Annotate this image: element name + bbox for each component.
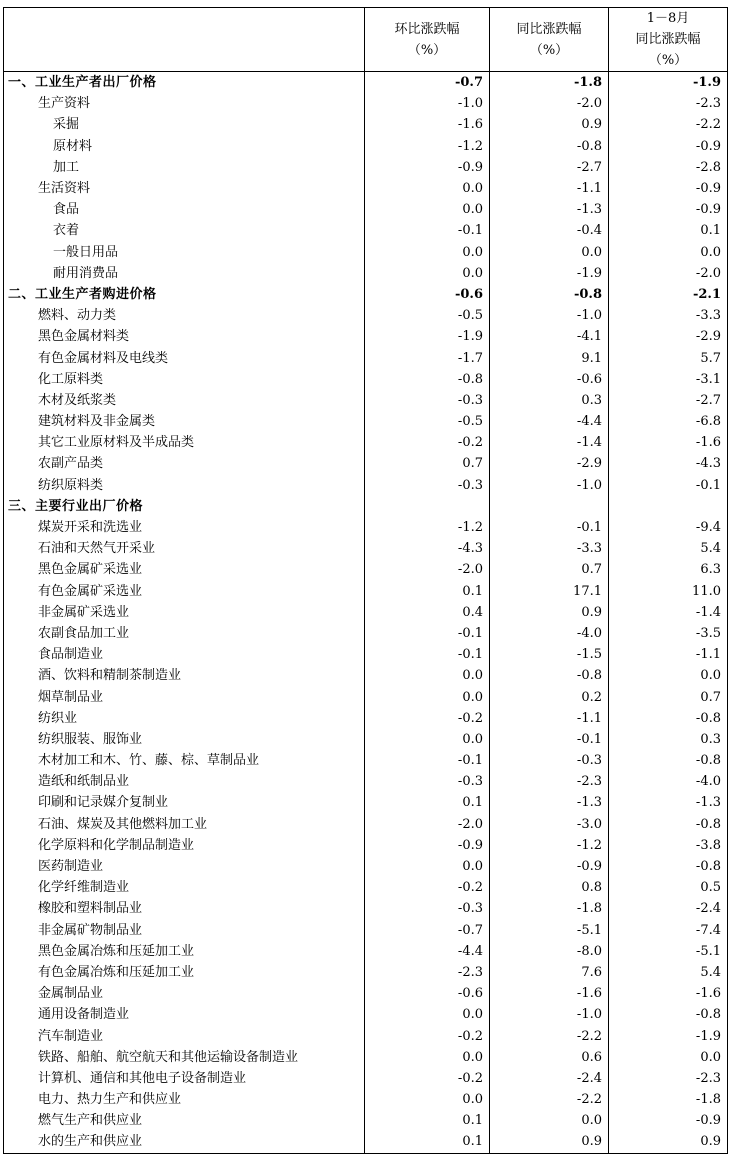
row-mom-value: -1.7 — [365, 347, 490, 368]
row-name: 农副食品加工业 — [4, 623, 365, 644]
row-name: 化学纤维制造业 — [4, 877, 365, 898]
table-row — [4, 114, 728, 135]
table-row — [4, 686, 728, 707]
row-yoy-value: -4.4 — [490, 411, 609, 432]
table-row — [4, 453, 728, 474]
row-yoy-value: -1.4 — [490, 432, 609, 453]
table-header — [4, 8, 728, 72]
section-row — [4, 72, 728, 94]
table-row — [4, 898, 728, 919]
row-ytd-value: -1.6 — [609, 983, 728, 1004]
row-name: 医药制造业 — [4, 856, 365, 877]
row-ytd-value — [609, 496, 728, 517]
header-category — [4, 8, 365, 72]
row-name: 有色金属冶炼和压延加工业 — [4, 962, 365, 983]
row-yoy-value: 0.3 — [490, 390, 609, 411]
row-ytd-value: -1.8 — [609, 1089, 728, 1110]
row-yoy-value: -0.8 — [490, 665, 609, 686]
row-yoy-value: -0.6 — [490, 369, 609, 390]
row-name: 食品制造业 — [4, 644, 365, 665]
table-row — [4, 708, 728, 729]
row-ytd-value: 0.5 — [609, 877, 728, 898]
ppi-table — [3, 7, 728, 1154]
row-yoy-value: -0.8 — [490, 136, 609, 157]
table-row — [4, 1004, 728, 1025]
table-row — [4, 517, 728, 538]
row-name: 化工原料类 — [4, 369, 365, 390]
row-yoy-value: 0.2 — [490, 686, 609, 707]
row-ytd-value: -4.0 — [609, 771, 728, 792]
row-yoy-value: 0.8 — [490, 877, 609, 898]
table-row — [4, 835, 728, 856]
row-yoy-value: -2.2 — [490, 1025, 609, 1046]
table-row — [4, 941, 728, 962]
row-yoy-value: -1.1 — [490, 178, 609, 199]
table-row — [4, 242, 728, 263]
row-ytd-value: -0.1 — [609, 475, 728, 496]
row-mom-value: 0.1 — [365, 792, 490, 813]
row-name: 石油和天然气开采业 — [4, 538, 365, 559]
row-yoy-value — [490, 496, 609, 517]
row-mom-value: -0.3 — [365, 898, 490, 919]
table-row — [4, 962, 728, 983]
row-mom-value: 0.0 — [365, 242, 490, 263]
row-yoy-value: 0.7 — [490, 559, 609, 580]
row-ytd-value: -0.8 — [609, 814, 728, 835]
row-ytd-value: 0.7 — [609, 686, 728, 707]
row-yoy-value: -1.0 — [490, 305, 609, 326]
row-ytd-value: 5.7 — [609, 347, 728, 368]
table-row — [4, 411, 728, 432]
table-row — [4, 602, 728, 623]
header-ytd-line1: 1－8月 — [646, 11, 690, 26]
row-yoy-value: -0.1 — [490, 517, 609, 538]
row-name: 二、工业生产者购进价格 — [4, 284, 365, 305]
table-row — [4, 792, 728, 813]
table-row — [4, 326, 728, 347]
section-row — [4, 496, 728, 517]
row-name: 有色金属矿采选业 — [4, 581, 365, 602]
row-ytd-value: -1.9 — [609, 72, 728, 94]
table-row — [4, 305, 728, 326]
row-yoy-value: -1.6 — [490, 983, 609, 1004]
row-name: 纺织业 — [4, 708, 365, 729]
row-ytd-value: -3.8 — [609, 835, 728, 856]
row-name: 一般日用品 — [4, 242, 365, 263]
row-yoy-value: 0.6 — [490, 1047, 609, 1068]
header-ytd — [609, 8, 728, 72]
row-mom-value: -0.7 — [365, 920, 490, 941]
row-name: 原材料 — [4, 136, 365, 157]
header-mom-line2: （%） — [407, 42, 447, 58]
row-name: 印刷和记录媒介复制业 — [4, 792, 365, 813]
row-ytd-value: 5.4 — [609, 538, 728, 559]
row-mom-value: -0.2 — [365, 1025, 490, 1046]
row-mom-value: 0.1 — [365, 581, 490, 602]
row-ytd-value: -2.3 — [609, 1068, 728, 1089]
row-name: 纺织原料类 — [4, 475, 365, 496]
row-ytd-value: -6.8 — [609, 411, 728, 432]
row-mom-value: -0.9 — [365, 835, 490, 856]
row-ytd-value: -3.3 — [609, 305, 728, 326]
row-ytd-value: -2.1 — [609, 284, 728, 305]
table-row — [4, 1047, 728, 1068]
table-row — [4, 347, 728, 368]
row-ytd-value: -1.1 — [609, 644, 728, 665]
row-mom-value: -1.0 — [365, 93, 490, 114]
row-name: 造纸和纸制品业 — [4, 771, 365, 792]
header-mom-line1: 环比涨跌幅 — [394, 21, 460, 37]
row-mom-value: 0.0 — [365, 729, 490, 750]
row-mom-value: -0.8 — [365, 369, 490, 390]
row-ytd-value: 0.0 — [609, 665, 728, 686]
row-ytd-value: 11.0 — [609, 581, 728, 602]
row-name: 加工 — [4, 157, 365, 178]
table-row — [4, 199, 728, 220]
row-ytd-value: 5.4 — [609, 962, 728, 983]
row-yoy-value: -0.3 — [490, 750, 609, 771]
row-mom-value: -0.1 — [365, 623, 490, 644]
row-mom-value: -0.1 — [365, 644, 490, 665]
row-name: 酒、饮料和精制茶制造业 — [4, 665, 365, 686]
row-name: 非金属矿物制品业 — [4, 920, 365, 941]
header-yoy-line1: 同比涨跌幅 — [516, 21, 582, 37]
row-name: 黑色金属材料类 — [4, 326, 365, 347]
table-row — [4, 1131, 728, 1153]
row-ytd-value: -4.3 — [609, 453, 728, 474]
row-yoy-value: 17.1 — [490, 581, 609, 602]
section-row — [4, 284, 728, 305]
row-mom-value: -2.0 — [365, 559, 490, 580]
row-name: 燃料、动力类 — [4, 305, 365, 326]
row-mom-value: -0.3 — [365, 475, 490, 496]
row-yoy-value: -0.1 — [490, 729, 609, 750]
row-yoy-value: -8.0 — [490, 941, 609, 962]
row-name: 纺织服装、服饰业 — [4, 729, 365, 750]
row-ytd-value: -0.9 — [609, 178, 728, 199]
row-name: 铁路、船舶、航空航天和其他运输设备制造业 — [4, 1047, 365, 1068]
row-name: 食品 — [4, 199, 365, 220]
row-mom-value: -0.2 — [365, 877, 490, 898]
row-ytd-value: -1.9 — [609, 1025, 728, 1046]
table-row — [4, 1089, 728, 1110]
row-ytd-value: -2.4 — [609, 898, 728, 919]
table-row — [4, 877, 728, 898]
row-ytd-value: -0.9 — [609, 1110, 728, 1131]
row-ytd-value: -2.8 — [609, 157, 728, 178]
table-row — [4, 814, 728, 835]
row-ytd-value: 0.0 — [609, 1047, 728, 1068]
table-row — [4, 581, 728, 602]
row-name: 煤炭开采和洗选业 — [4, 517, 365, 538]
row-name: 一、工业生产者出厂价格 — [4, 72, 365, 94]
row-ytd-value: -5.1 — [609, 941, 728, 962]
row-mom-value: -1.2 — [365, 517, 490, 538]
row-mom-value: -4.3 — [365, 538, 490, 559]
row-mom-value: -4.4 — [365, 941, 490, 962]
row-yoy-value: -1.9 — [490, 263, 609, 284]
table-row — [4, 178, 728, 199]
row-name: 生活资料 — [4, 178, 365, 199]
row-ytd-value: -3.1 — [609, 369, 728, 390]
table-row — [4, 475, 728, 496]
table-row — [4, 390, 728, 411]
table-row — [4, 665, 728, 686]
row-name: 采掘 — [4, 114, 365, 135]
row-ytd-value: -0.9 — [609, 136, 728, 157]
table-row — [4, 623, 728, 644]
row-mom-value: 0.0 — [365, 1047, 490, 1068]
row-ytd-value: -2.9 — [609, 326, 728, 347]
table-body — [4, 72, 728, 1154]
row-yoy-value: -4.0 — [490, 623, 609, 644]
row-yoy-value: -4.1 — [490, 326, 609, 347]
row-name: 石油、煤炭及其他燃料加工业 — [4, 814, 365, 835]
row-yoy-value: -1.8 — [490, 72, 609, 94]
table-row — [4, 1110, 728, 1131]
header-yoy — [490, 8, 609, 72]
table-row — [4, 729, 728, 750]
row-name: 农副产品类 — [4, 453, 365, 474]
table-row — [4, 1068, 728, 1089]
row-ytd-value: -3.5 — [609, 623, 728, 644]
table-row — [4, 157, 728, 178]
row-ytd-value: -9.4 — [609, 517, 728, 538]
table-row — [4, 432, 728, 453]
row-name: 通用设备制造业 — [4, 1004, 365, 1025]
row-yoy-value: 7.6 — [490, 962, 609, 983]
row-name: 黑色金属矿采选业 — [4, 559, 365, 580]
row-mom-value: -0.3 — [365, 771, 490, 792]
row-ytd-value: -2.2 — [609, 114, 728, 135]
row-ytd-value: 0.3 — [609, 729, 728, 750]
row-yoy-value: -2.9 — [490, 453, 609, 474]
header-ytd-line2: 同比涨跌幅 — [635, 32, 701, 47]
row-name: 其它工业原材料及半成品类 — [4, 432, 365, 453]
row-name: 有色金属材料及电线类 — [4, 347, 365, 368]
row-mom-value: -1.6 — [365, 114, 490, 135]
row-name: 电力、热力生产和供应业 — [4, 1089, 365, 1110]
row-yoy-value: 0.9 — [490, 1131, 609, 1153]
row-mom-value: -0.3 — [365, 390, 490, 411]
row-name: 化学原料和化学制品制造业 — [4, 835, 365, 856]
row-mom-value: -0.2 — [365, 432, 490, 453]
row-yoy-value: -1.5 — [490, 644, 609, 665]
row-mom-value: -0.2 — [365, 1068, 490, 1089]
row-name: 橡胶和塑料制品业 — [4, 898, 365, 919]
row-mom-value: -0.1 — [365, 750, 490, 771]
table-row — [4, 538, 728, 559]
row-mom-value: -0.6 — [365, 284, 490, 305]
row-yoy-value: 9.1 — [490, 347, 609, 368]
header-ytd-line3: （%） — [648, 53, 688, 68]
row-yoy-value: -2.7 — [490, 157, 609, 178]
row-mom-value: 0.0 — [365, 178, 490, 199]
row-ytd-value: -0.9 — [609, 199, 728, 220]
table-row — [4, 136, 728, 157]
row-yoy-value: -2.2 — [490, 1089, 609, 1110]
row-ytd-value: -2.7 — [609, 390, 728, 411]
row-yoy-value: -1.8 — [490, 898, 609, 919]
table-row — [4, 220, 728, 241]
row-yoy-value: -1.3 — [490, 199, 609, 220]
row-ytd-value: 6.3 — [609, 559, 728, 580]
row-mom-value: 0.1 — [365, 1110, 490, 1131]
row-name: 金属制品业 — [4, 983, 365, 1004]
row-name: 燃气生产和供应业 — [4, 1110, 365, 1131]
row-name: 非金属矿采选业 — [4, 602, 365, 623]
row-mom-value: -0.9 — [365, 157, 490, 178]
header-mom — [365, 8, 490, 72]
row-yoy-value: -3.0 — [490, 814, 609, 835]
row-mom-value: -0.6 — [365, 983, 490, 1004]
table-row — [4, 771, 728, 792]
row-mom-value: 0.1 — [365, 1131, 490, 1153]
table-row — [4, 369, 728, 390]
row-ytd-value: 0.0 — [609, 242, 728, 263]
table-row — [4, 93, 728, 114]
row-mom-value: 0.0 — [365, 1004, 490, 1025]
row-mom-value: -1.9 — [365, 326, 490, 347]
row-mom-value: -1.2 — [365, 136, 490, 157]
row-ytd-value: -1.3 — [609, 792, 728, 813]
row-mom-value: 0.0 — [365, 263, 490, 284]
row-mom-value: -0.5 — [365, 305, 490, 326]
row-name: 计算机、通信和其他电子设备制造业 — [4, 1068, 365, 1089]
row-yoy-value: -1.2 — [490, 835, 609, 856]
row-ytd-value: -7.4 — [609, 920, 728, 941]
row-name: 黑色金属冶炼和压延加工业 — [4, 941, 365, 962]
row-ytd-value: -2.3 — [609, 93, 728, 114]
row-name: 木材加工和木、竹、藤、棕、草制品业 — [4, 750, 365, 771]
row-ytd-value: -0.8 — [609, 1004, 728, 1025]
row-ytd-value: -1.4 — [609, 602, 728, 623]
row-ytd-value: -0.8 — [609, 856, 728, 877]
row-mom-value: -0.1 — [365, 220, 490, 241]
row-ytd-value: -0.8 — [609, 708, 728, 729]
table-row — [4, 263, 728, 284]
row-yoy-value: -3.3 — [490, 538, 609, 559]
table-row — [4, 856, 728, 877]
row-name: 水的生产和供应业 — [4, 1131, 365, 1153]
table-row — [4, 750, 728, 771]
table-row — [4, 644, 728, 665]
row-mom-value: -2.0 — [365, 814, 490, 835]
row-ytd-value: -1.6 — [609, 432, 728, 453]
row-ytd-value: 0.9 — [609, 1131, 728, 1153]
row-mom-value: -0.7 — [365, 72, 490, 94]
header-yoy-line2: （%） — [529, 42, 569, 58]
row-mom-value: 0.0 — [365, 1089, 490, 1110]
row-name: 烟草制品业 — [4, 686, 365, 707]
table-row — [4, 559, 728, 580]
row-ytd-value: 0.1 — [609, 220, 728, 241]
row-yoy-value: -2.0 — [490, 93, 609, 114]
row-yoy-value: 0.9 — [490, 602, 609, 623]
row-mom-value: 0.0 — [365, 856, 490, 877]
row-mom-value: -0.2 — [365, 708, 490, 729]
row-yoy-value: -1.1 — [490, 708, 609, 729]
row-yoy-value: -1.0 — [490, 475, 609, 496]
row-yoy-value: -1.0 — [490, 1004, 609, 1025]
row-name: 耐用消费品 — [4, 263, 365, 284]
row-name: 木材及纸浆类 — [4, 390, 365, 411]
table-row — [4, 983, 728, 1004]
table-row — [4, 920, 728, 941]
row-name: 汽车制造业 — [4, 1025, 365, 1046]
row-yoy-value: -0.9 — [490, 856, 609, 877]
row-mom-value: 0.0 — [365, 665, 490, 686]
row-mom-value: 0.4 — [365, 602, 490, 623]
row-mom-value: 0.7 — [365, 453, 490, 474]
row-yoy-value: -5.1 — [490, 920, 609, 941]
row-mom-value: 0.0 — [365, 686, 490, 707]
row-yoy-value: 0.9 — [490, 114, 609, 135]
row-yoy-value: -2.4 — [490, 1068, 609, 1089]
row-yoy-value: 0.0 — [490, 242, 609, 263]
row-yoy-value: -1.3 — [490, 792, 609, 813]
row-ytd-value: -2.0 — [609, 263, 728, 284]
row-name: 建筑材料及非金属类 — [4, 411, 365, 432]
row-yoy-value: -0.8 — [490, 284, 609, 305]
row-mom-value: -0.5 — [365, 411, 490, 432]
row-yoy-value: -0.4 — [490, 220, 609, 241]
row-mom-value: 0.0 — [365, 199, 490, 220]
row-yoy-value: 0.0 — [490, 1110, 609, 1131]
table-row — [4, 1025, 728, 1046]
row-yoy-value: -2.3 — [490, 771, 609, 792]
row-name: 三、主要行业出厂价格 — [4, 496, 365, 517]
row-name: 衣着 — [4, 220, 365, 241]
row-ytd-value: -0.8 — [609, 750, 728, 771]
row-mom-value — [365, 496, 490, 517]
row-mom-value: -2.3 — [365, 962, 490, 983]
row-name: 生产资料 — [4, 93, 365, 114]
